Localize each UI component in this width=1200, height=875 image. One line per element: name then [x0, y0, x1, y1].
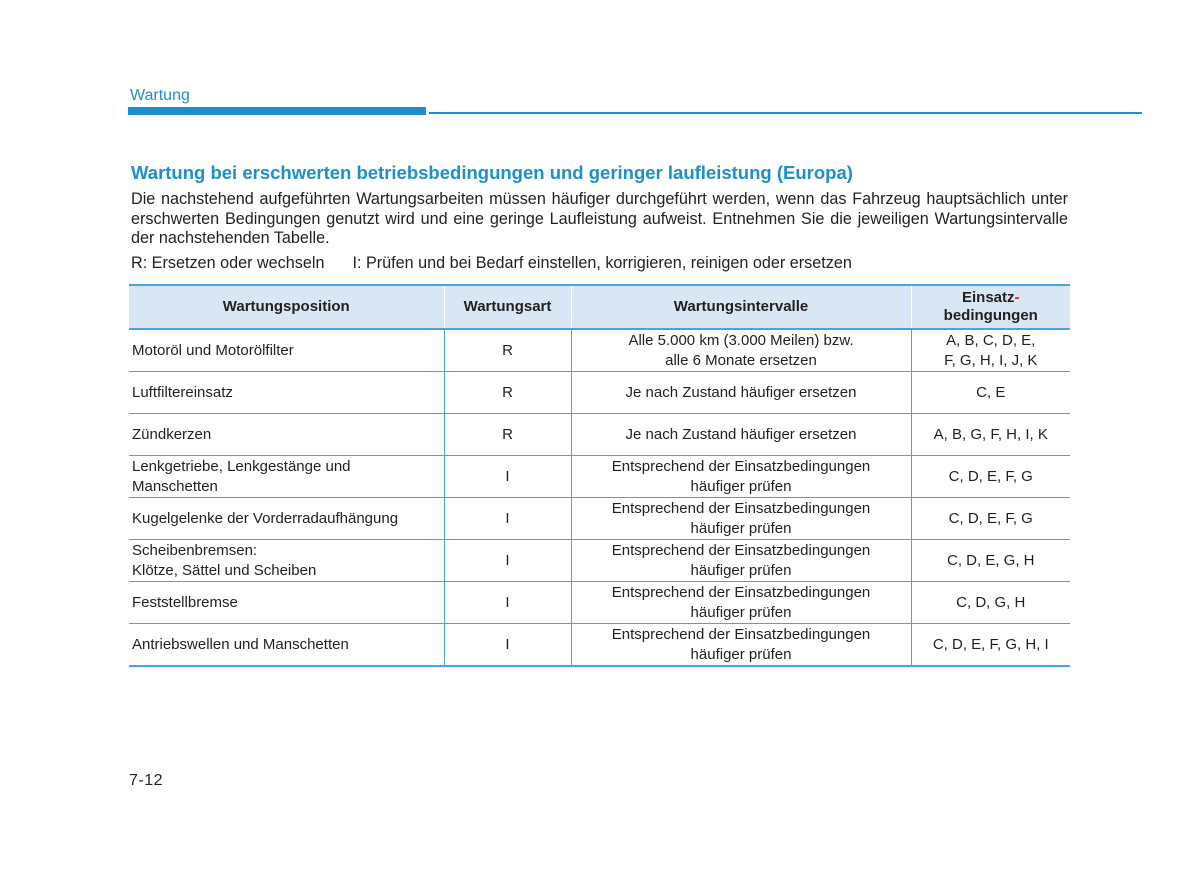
- cell-interval-line: häufiger prüfen: [690, 603, 792, 621]
- cell-interval-line: Entsprechend der Einsatzbedingungen: [611, 458, 871, 475]
- cell-conditions-line: C, D, E, F, G, H, I: [932, 635, 1049, 653]
- cell-conditions: [911, 329, 1070, 372]
- cell-position-line: Motoröl und Motorölfilter: [132, 341, 294, 359]
- cell-position-line: Luftfiltereinsatz: [132, 383, 233, 401]
- cell-conditions: [911, 582, 1070, 624]
- cell-interval-line: Entsprechend der Einsatzbedingungen: [611, 584, 871, 601]
- header-accent-bar: [128, 107, 426, 115]
- cell-position-line: Kugelgelenke der Vorderradaufhängung: [132, 509, 399, 527]
- cell-type: R: [444, 372, 571, 414]
- cell-interval: [571, 372, 911, 414]
- cell-type: I: [444, 456, 571, 498]
- cell-interval-line: Je nach Zustand häufiger ersetzen: [625, 425, 857, 443]
- cell-interval-line: Entsprechend der Einsatzbedingungen: [611, 626, 871, 643]
- table-header-row: [129, 285, 1070, 329]
- cell-interval-line: häufiger prüfen: [690, 477, 792, 495]
- header-type: Wartungsart: [444, 285, 571, 329]
- cell-position: [129, 540, 444, 582]
- page-number: 7-12: [129, 772, 164, 789]
- cell-position: [129, 498, 444, 540]
- cell-position: [129, 372, 444, 414]
- cell-position: [129, 582, 444, 624]
- table-row: [129, 498, 1070, 540]
- legend-r: R: Ersetzen oder wechseln: [131, 254, 325, 272]
- cell-conditions-line: C, E: [976, 383, 1006, 401]
- table-row: [129, 329, 1070, 372]
- cell-conditions-line: F, G, H, I, J, K: [944, 351, 1038, 369]
- cell-conditions: [911, 414, 1070, 456]
- cell-position-line: Zündkerzen: [132, 425, 212, 443]
- cell-position-line: Feststellbremse: [132, 593, 238, 611]
- cell-interval-line: Entsprechend der Einsatzbedingungen: [611, 500, 871, 517]
- header-interval: Wartungsintervalle: [571, 285, 911, 329]
- cell-interval-line: alle 6 Monate ersetzen: [665, 351, 817, 369]
- cell-conditions-line: A, B, C, D, E,: [946, 332, 1036, 349]
- cell-conditions: [911, 540, 1070, 582]
- table-row: [129, 414, 1070, 456]
- cell-conditions-line: C, D, E, G, H: [946, 551, 1035, 569]
- cell-position-line: Klötze, Sättel und Scheiben: [132, 561, 317, 579]
- cell-type: I: [444, 540, 571, 582]
- cell-type: I: [444, 582, 571, 624]
- cell-interval: [571, 414, 911, 456]
- cell-interval: [571, 582, 911, 624]
- cell-conditions-line: C, D, E, F, G: [948, 509, 1033, 527]
- cell-interval: [571, 329, 911, 372]
- header-conditions-part1: Einsatz: [961, 289, 1015, 306]
- cell-conditions: [911, 456, 1070, 498]
- cell-position: [129, 456, 444, 498]
- cell-interval: [571, 456, 911, 498]
- cell-interval: [571, 540, 911, 582]
- cell-conditions-line: C, D, G, H: [956, 593, 1026, 611]
- page-heading: Wartung bei erschwerten betriebsbedingungen und geringer laufleistung (Europa): [131, 162, 853, 183]
- cell-interval-line: Je nach Zustand häufiger ersetzen: [625, 383, 857, 401]
- cell-position: [129, 624, 444, 667]
- cell-interval-line: Entsprechend der Einsatzbedingungen: [611, 542, 871, 559]
- cell-interval: [571, 498, 911, 540]
- cell-interval-line: häufiger prüfen: [690, 561, 792, 579]
- cell-interval: [571, 624, 911, 667]
- cell-position-line: Lenkgetriebe, Lenkgestänge und: [132, 458, 351, 475]
- cell-conditions: [911, 372, 1070, 414]
- header-conditions-hyphen: -: [1014, 289, 1020, 306]
- cell-interval-line: Alle 5.000 km (3.000 Meilen) bzw.: [628, 332, 854, 349]
- cell-position-line: Manschetten: [132, 477, 218, 495]
- cell-position: [129, 329, 444, 372]
- cell-interval-line: häufiger prüfen: [690, 645, 792, 663]
- cell-position-line: Scheibenbremsen:: [132, 542, 258, 559]
- cell-conditions-line: A, B, G, F, H, I, K: [933, 425, 1048, 443]
- header-conditions: [911, 285, 1070, 329]
- cell-conditions-line: C, D, E, F, G: [948, 467, 1033, 485]
- cell-position: [129, 414, 444, 456]
- table-row: [129, 372, 1070, 414]
- cell-type: R: [444, 329, 571, 372]
- table-row: [129, 540, 1070, 582]
- intro-paragraph: Die nachstehend aufgeführten Wartungsarbeiten müssen häufiger durchgeführt werden, wenn das Fahrzeug hauptsächlich unter erschwerten Bedingungen genutzt wird und eine geringe Laufleistung aufweist. Entnehmen Sie die jeweiligen Wartungsintervalle der nachstehenden Tabelle.: [131, 190, 1068, 247]
- section-label: Wartung: [130, 87, 190, 104]
- table-row: [129, 456, 1070, 498]
- header-conditions-part2: bedingungen: [943, 307, 1038, 324]
- legend-i: I: Prüfen und bei Bedarf einstellen, korrigieren, reinigen oder ersetzen: [352, 254, 852, 272]
- cell-position-line: Antriebswellen und Manschetten: [132, 635, 349, 653]
- cell-type: I: [444, 498, 571, 540]
- table-row: [129, 582, 1070, 624]
- maintenance-table: [129, 284, 1070, 667]
- cell-interval-line: häufiger prüfen: [690, 519, 792, 537]
- table-body: [129, 329, 1070, 666]
- legend: [131, 254, 852, 273]
- table-row: [129, 624, 1070, 667]
- header-position: Wartungsposition: [129, 285, 444, 329]
- cell-type: I: [444, 624, 571, 667]
- cell-type: R: [444, 414, 571, 456]
- header-rule: [429, 112, 1142, 114]
- cell-conditions: [911, 498, 1070, 540]
- cell-conditions: [911, 624, 1070, 667]
